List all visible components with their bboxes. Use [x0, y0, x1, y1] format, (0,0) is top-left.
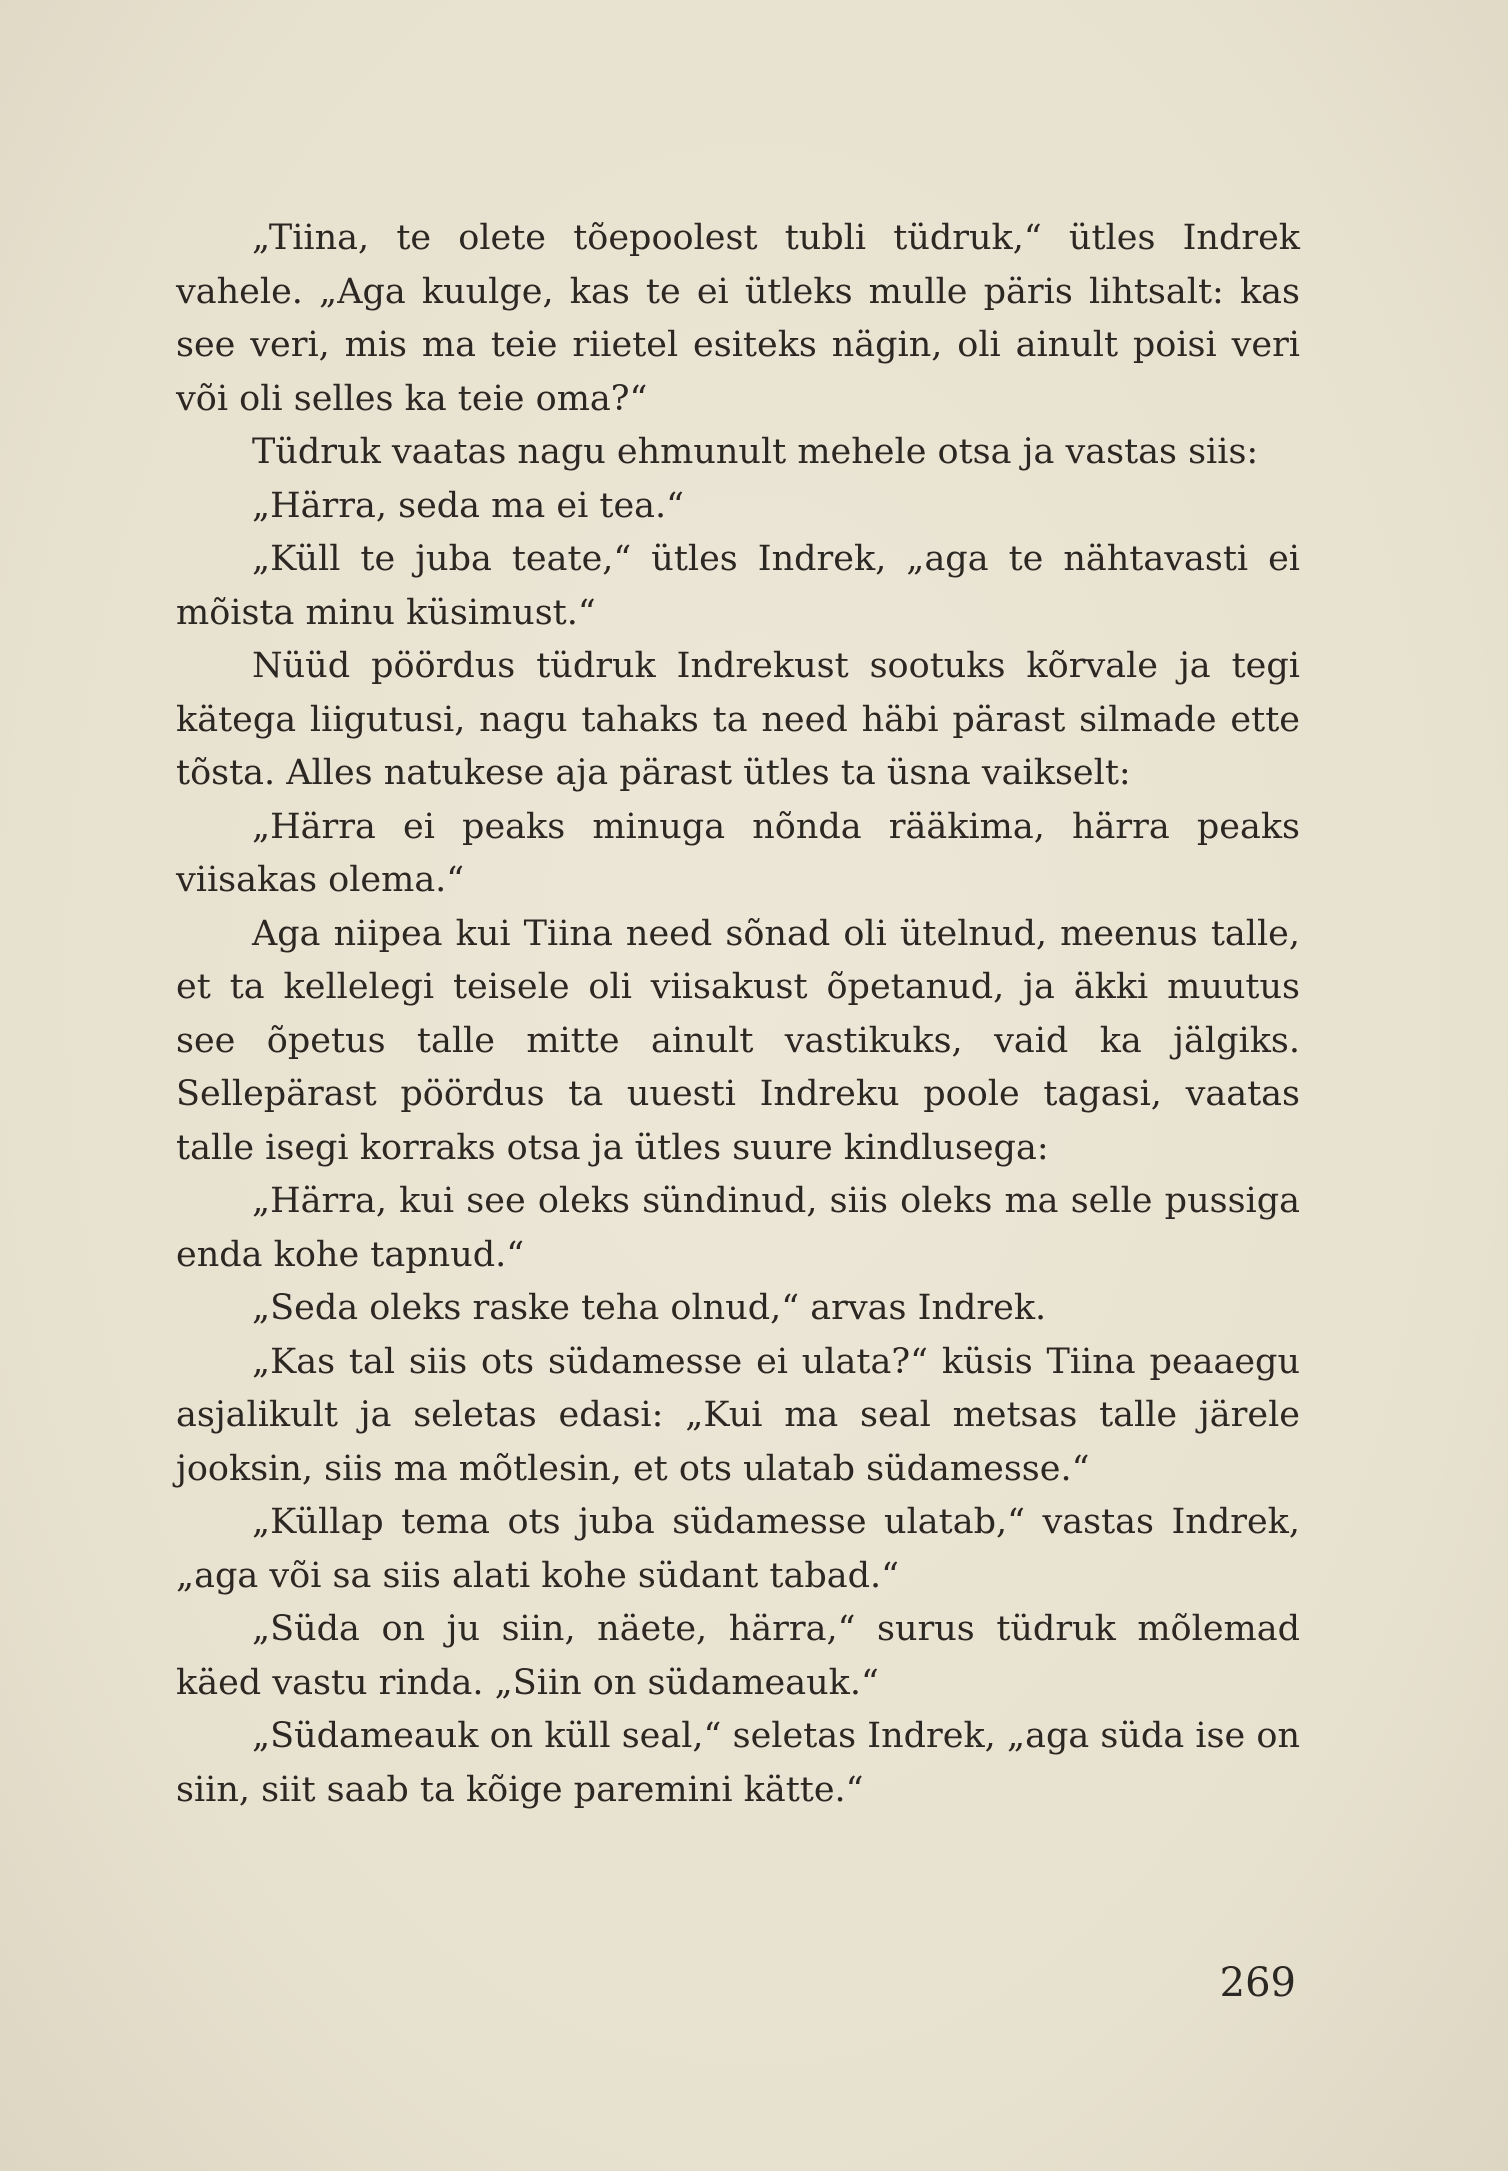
paragraph-8: „Härra, kui see oleks sündinud, siis oleks ma selle pussiga enda kohe tapnud.“: [176, 1181, 1300, 1275]
paragraph-10: „Kas tal siis ots südamesse ei ulata?“ küsis Tiina peaaegu asjalikult ja seletas edasi: „Kui ma seal metsas talle järele jooksin, siis ma mõtlesin, et ots ulatab südamesse.“: [176, 1341, 1300, 1489]
paragraph-5: Nüüd pöördus tüdruk Indrekust sootuks kõrvale ja tegi kätega liigutusi, nagu tahaks ta need häbi pärast silmade ette tõsta. Alles natukese aja pärast ütles ta üsna vaikselt:: [176, 646, 1300, 793]
paragraph-6: „Härra ei peaks minuga nõnda rääkima, härra peaks viisakas olema.“: [176, 806, 1300, 900]
page-body: [176, 212, 1300, 1817]
paragraph-13: „Südameauk on küll seal,“ seletas Indrek, „aga süda ise on siin, siit saab ta kõige paremini kätte.“: [176, 1716, 1300, 1810]
page-number: 269: [1219, 1960, 1296, 2006]
paragraph-7: Aga niipea kui Tiina need sõnad oli ütelnud, meenus talle, et ta kellelegi teisele oli viisakust õpetanud, ja äkki muutus see õpetus talle mitte ainult vastikuks, vaid ka jälgiks. Sellepärast pöördus ta uuesti Indreku poole tagasi, vaatas talle isegi korraks otsa ja ütles suure kindlusega:: [176, 913, 1300, 1168]
paragraph-9: „Seda oleks raske teha olnud,“ arvas Indrek.: [252, 1288, 1047, 1328]
paragraph-2: Tüdruk vaatas nagu ehmunult mehele otsa ja vastas siis:: [252, 432, 1259, 472]
paragraph-11: „Küllap tema ots juba südamesse ulatab,“ vastas Indrek, „aga või sa siis alati kohe südant tabad.“: [176, 1502, 1300, 1596]
paragraph-3: „Härra, seda ma ei tea.“: [252, 485, 685, 526]
paragraph-1: „Tiina, te olete tõepoolest tubli tüdruk,“ ütles Indrek vahele. „Aga kuulge, kas te ei ütleks mulle päris lihtsalt: kas see veri, mis ma teie riietel esiteks nägin, oli ainult poisi veri või oli selles ka teie oma?“: [176, 218, 1300, 419]
paragraph-4: „Küll te juba teate,“ ütles Indrek, „aga te nähtavasti ei mõista minu küsimust.“: [176, 539, 1300, 633]
paragraph-12: „Süda on ju siin, näete, härra,“ surus tüdruk mõlemad käed vastu rinda. „Siin on südameauk.“: [176, 1609, 1300, 1703]
